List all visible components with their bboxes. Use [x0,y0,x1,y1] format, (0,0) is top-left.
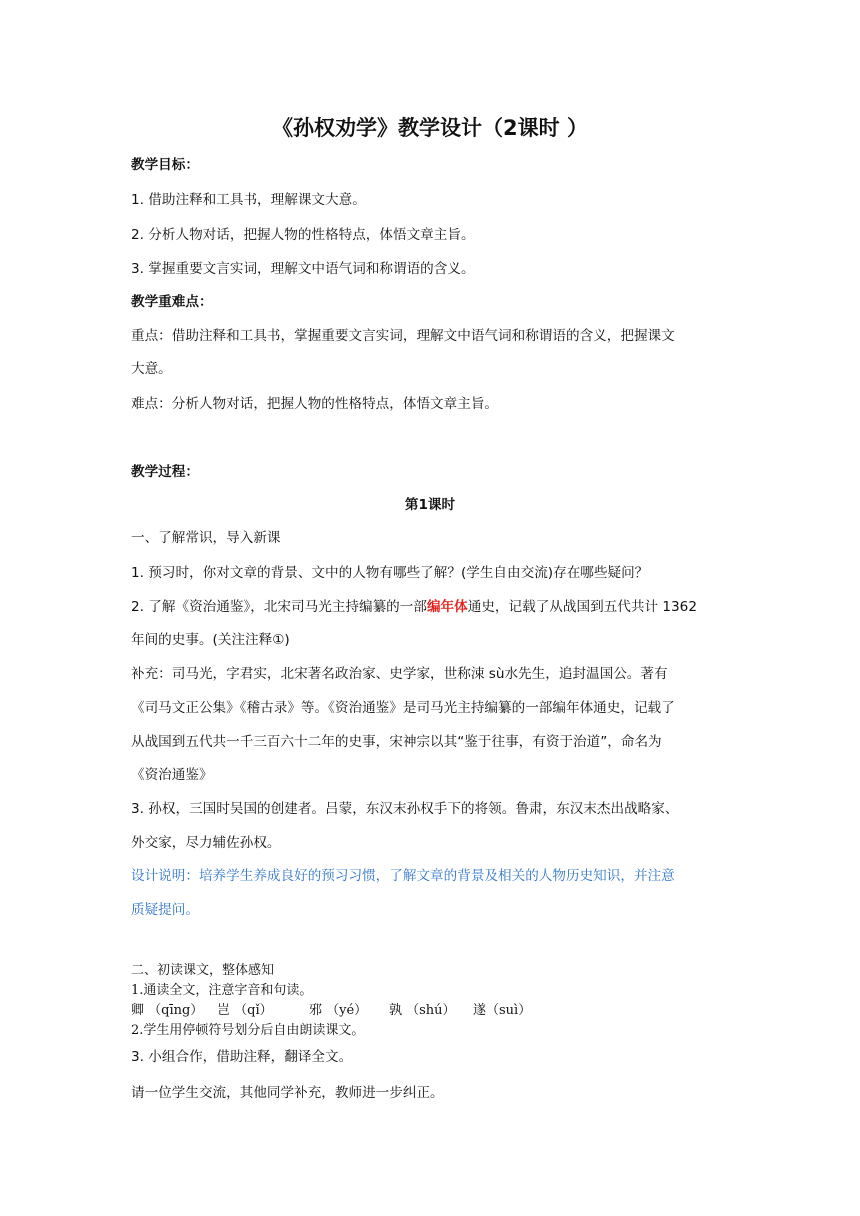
part-1-item-2 [131,597,697,617]
goal-item-1: 1. 借助注释和工具书，理解课文大意。 [131,192,366,208]
supplement-line-1: 补充：司马光，字君实，北宋著名政治家、史学家，世称涑 sù水先生，追封温国公。著有 [131,666,668,682]
part-2-item-3: 3. 小组合作，借助注释，翻译全文。 [131,1049,353,1065]
part-2-heading: 二、初读课文，整体感知 [131,963,275,978]
difficulty-line: 难点：分析人物对话，把握人物的性格特点，体悟文章主旨。 [131,396,499,412]
supplement-line-3: 从战国到五代共一千三百六十二年的史事，宋神宗以其“鉴于往事，有资于治道”，命名为 [131,734,662,750]
supplement-line-2: 《司马文正公集》《稽古录》等。《资治通鉴》是司马光主持编纂的一部编年体通史，记载了 [131,700,675,716]
pronunciation-item: 遂（suì） [473,1003,532,1018]
part-1-heading: 一、了解常识，导入新课 [131,530,281,546]
supplement-line-4: 《资治通鉴》 [131,767,213,783]
part-1-item-3-line-2: 外交家，尽力辅佐孙权。 [131,835,281,851]
key-point-line-1: 重点：借助注释和工具书，掌握重要文言实词，理解文中语气词和称谓语的含义，把握课文 [131,328,675,344]
item-2-text-before: 2. 了解《资治通鉴》，北宋司马光主持编纂的一部 [131,599,427,615]
part-1-item-1: 1. 预习时，你对文章的背景、文中的人物有哪些了解？(学生自由交流)存在哪些疑问？ [131,565,649,581]
part-2-item-2: 2.学生用停顿符号划分后自由朗读课文。 [131,1023,365,1038]
design-note-line-1: 设计说明：培养学生养成良好的预习习惯，了解文章的背景及相关的人物历史知识，并注意 [131,868,675,884]
pronunciation-item: 岂 （qǐ） [217,1003,273,1018]
goal-item-2: 2. 分析人物对话，把握人物的性格特点，体悟文章主旨。 [131,227,475,243]
part-2-item-1: 1.通读全文，注意字音和句读。 [131,983,313,998]
pronunciation-item: 卿 （qīng） [131,1003,204,1018]
item-2-text-after: 通史，记载了从战国到五代共计 1362 [467,599,697,615]
goal-item-3: 3. 掌握重要文言实词，理解文中语气词和称谓语的含义。 [131,261,475,277]
document-title: 《孙权劝学》教学设计（2课时 ） [272,116,588,140]
pronunciation-item: 孰 （shú） [389,1003,456,1018]
part-1-item-3-line-1: 3. 孙权，三国时吴国的创建者。吕蒙，东汉末孙权手下的将领。鲁肃，东汉末杰出战略家、 [131,801,679,817]
key-points-heading: 教学重难点： [131,294,213,310]
part-2-item-4: 请一位学生交流，其他同学补充，教师进一步纠正。 [131,1085,444,1101]
goals-heading: 教学目标： [131,157,199,173]
key-point-line-2: 大意。 [131,361,172,377]
highlight-term: 编年体 [426,599,468,615]
lesson-1-heading: 第1课时 [404,497,456,513]
process-heading: 教学过程： [131,464,199,480]
design-note-line-2: 质疑提问。 [131,902,199,918]
part-1-item-2-line-2: 年间的史事。(关注注释①) [131,632,290,648]
pronunciation-list [131,1001,531,1021]
pronunciation-item: 邪 （yé） [309,1003,368,1018]
